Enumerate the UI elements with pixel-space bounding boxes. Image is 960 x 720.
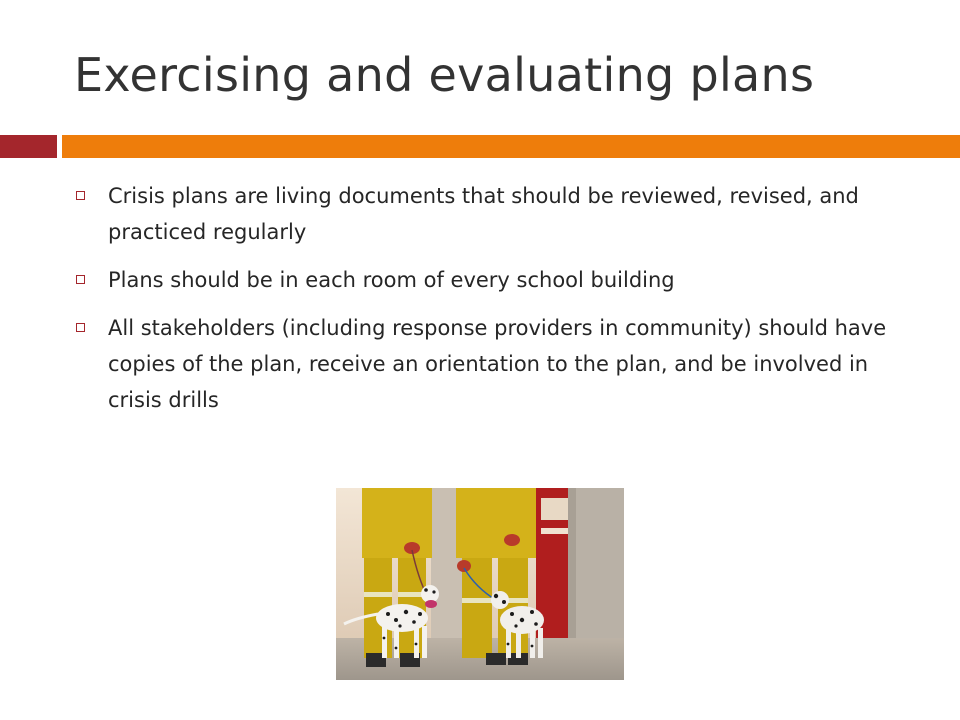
accent-bar-orange xyxy=(62,135,960,158)
bullet-text: Plans should be in each room of every school building xyxy=(108,268,675,292)
hollow-square-icon xyxy=(76,275,85,284)
hollow-square-icon xyxy=(76,323,85,332)
hollow-square-icon xyxy=(76,191,85,200)
bullet-list xyxy=(74,178,894,430)
bullet-item xyxy=(74,178,894,250)
slide-title: Exercising and evaluating plans xyxy=(74,48,815,102)
accent-bar-red xyxy=(0,135,57,158)
bullet-text: All stakeholders (including response providers in community) should have copies of the plan, receive an orientation to the plan, and be involved in crisis drills xyxy=(108,316,887,412)
bullet-item xyxy=(74,310,894,418)
firefighters-dalmatians-photo xyxy=(336,488,624,680)
bullet-item xyxy=(74,262,894,298)
bullet-text: Crisis plans are living documents that should be reviewed, revised, and practiced regularly xyxy=(108,184,859,244)
